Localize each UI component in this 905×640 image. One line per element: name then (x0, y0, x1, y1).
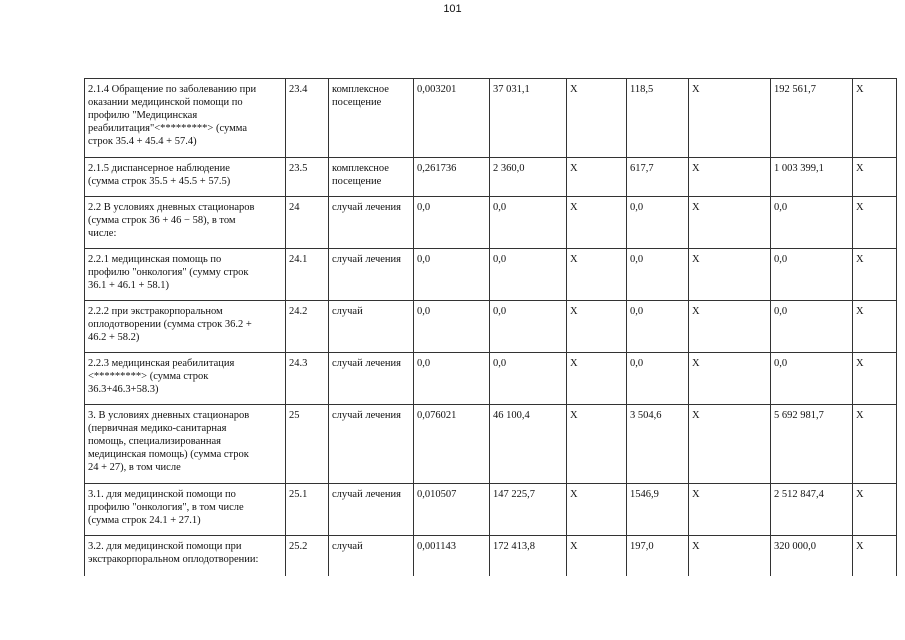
table-cell: 0,0 (771, 353, 853, 405)
table-cell: 0,0 (627, 353, 689, 405)
table-cell: 192 561,7 (771, 79, 853, 158)
table-cell: Х (689, 301, 771, 353)
table-cell: 0,010507 (414, 484, 490, 536)
table-cell: 0,0 (490, 301, 567, 353)
table-cell: Х (567, 536, 627, 576)
table-cell: Х (567, 158, 627, 197)
table-cell: Х (689, 79, 771, 158)
table-cell: 0,0 (490, 197, 567, 249)
table-cell: случай лечения (329, 197, 414, 249)
data-table (84, 78, 897, 576)
table-cell: 0,0 (414, 197, 490, 249)
table-cell: Х (689, 197, 771, 249)
table-row (85, 301, 897, 353)
table-cell: Х (689, 353, 771, 405)
table-cell: случай лечения (329, 353, 414, 405)
table-row (85, 484, 897, 536)
table-cell: 0,0 (414, 301, 490, 353)
table-cell: Х (853, 353, 897, 405)
table-cell: 2.2 В условиях дневных стационаров (сумма строк 36 + 46 − 58), в том числе: (85, 197, 286, 249)
table-cell: 2 512 847,4 (771, 484, 853, 536)
table-cell: 25.1 (286, 484, 329, 536)
table-cell: 24.1 (286, 249, 329, 301)
table-cell: Х (853, 301, 897, 353)
table-row (85, 158, 897, 197)
table-cell: 1 003 399,1 (771, 158, 853, 197)
table-cell: случай (329, 301, 414, 353)
table-cell: Х (853, 405, 897, 484)
table-cell: 0,0 (414, 249, 490, 301)
table-cell: Х (689, 249, 771, 301)
table-row (85, 536, 897, 576)
table-cell: случай (329, 536, 414, 576)
table-cell: 2.1.5 диспансерное наблюдение (сумма строк 35.5 + 45.5 + 57.5) (85, 158, 286, 197)
table-cell: случай лечения (329, 249, 414, 301)
table-cell: Х (689, 158, 771, 197)
table-row (85, 353, 897, 405)
table-cell: 24 (286, 197, 329, 249)
table-cell: 23.5 (286, 158, 329, 197)
table-cell: 3.2. для медицинской помощи при экстракорпоральном оплодотворении: (85, 536, 286, 576)
table-cell: комплексное посещение (329, 158, 414, 197)
table-row (85, 249, 897, 301)
table-cell: 0,076021 (414, 405, 490, 484)
table-cell: 147 225,7 (490, 484, 567, 536)
table-cell: 0,0 (627, 249, 689, 301)
table-cell: 46 100,4 (490, 405, 567, 484)
table-cell: Х (567, 197, 627, 249)
table-cell: Х (853, 536, 897, 576)
table-row (85, 79, 897, 158)
table-cell: 0,003201 (414, 79, 490, 158)
table-cell: 0,0 (771, 197, 853, 249)
table-cell: Х (689, 484, 771, 536)
table-cell: 3 504,6 (627, 405, 689, 484)
table-cell: 2.1.4 Обращение по заболеванию при оказании медицинской помощи по профилю "Медицинская реабилитация"<*********> (сумма строк 35.4 + 45.4 + 57.4) (85, 79, 286, 158)
table-cell: случай лечения (329, 405, 414, 484)
table-cell: Х (567, 301, 627, 353)
table-cell: 320 000,0 (771, 536, 853, 576)
table-cell: Х (567, 405, 627, 484)
table-cell: 0,261736 (414, 158, 490, 197)
table-cell: 0,0 (490, 353, 567, 405)
table-cell: 0,0 (627, 301, 689, 353)
table-cell: 0,001143 (414, 536, 490, 576)
table-cell: Х (567, 484, 627, 536)
page-number: 101 (443, 3, 462, 15)
table-cell: 25.2 (286, 536, 329, 576)
table-cell: Х (853, 249, 897, 301)
table-cell: комплексное посещение (329, 79, 414, 158)
table-cell: 197,0 (627, 536, 689, 576)
table-cell: 2 360,0 (490, 158, 567, 197)
table-row (85, 405, 897, 484)
table-cell: 0,0 (414, 353, 490, 405)
table-cell: Х (689, 536, 771, 576)
table-cell: 24.3 (286, 353, 329, 405)
table-cell: 1546,9 (627, 484, 689, 536)
table-cell: Х (853, 484, 897, 536)
table-cell: Х (689, 405, 771, 484)
table-cell: 23.4 (286, 79, 329, 158)
table-cell: 0,0 (490, 249, 567, 301)
table-cell: 0,0 (771, 249, 853, 301)
table-cell: 37 031,1 (490, 79, 567, 158)
table-cell: Х (567, 249, 627, 301)
table-cell: 118,5 (627, 79, 689, 158)
table-cell: 2.2.2 при экстракорпоральном оплодотворении (сумма строк 36.2 + 46.2 + 58.2) (85, 301, 286, 353)
table-cell: 2.2.1 медицинская помощь по профилю "онкология" (сумму строк 36.1 + 46.1 + 58.1) (85, 249, 286, 301)
table-cell: 24.2 (286, 301, 329, 353)
table-cell: 0,0 (627, 197, 689, 249)
table-cell: Х (853, 197, 897, 249)
table-cell: Х (853, 79, 897, 158)
table-cell: Х (853, 158, 897, 197)
table-row (85, 197, 897, 249)
table-cell: 0,0 (771, 301, 853, 353)
table-cell: 3.1. для медицинской помощи по профилю "онкология", в том числе (сумма строк 24.1 + 27.1) (85, 484, 286, 536)
table-cell: случай лечения (329, 484, 414, 536)
table-cell: 172 413,8 (490, 536, 567, 576)
table-cell: 5 692 981,7 (771, 405, 853, 484)
table-cell: 2.2.3 медицинская реабилитация <*********> (сумма строк 36.3+46.3+58.3) (85, 353, 286, 405)
table-cell: 25 (286, 405, 329, 484)
table-cell: 617,7 (627, 158, 689, 197)
table-cell: Х (567, 353, 627, 405)
table-cell: 3. В условиях дневных стационаров (первичная медико-санитарная помощь, специализированная медицинская помощь) (сумма строк 24 + 27), в том числе (85, 405, 286, 484)
table-cell: Х (567, 79, 627, 158)
